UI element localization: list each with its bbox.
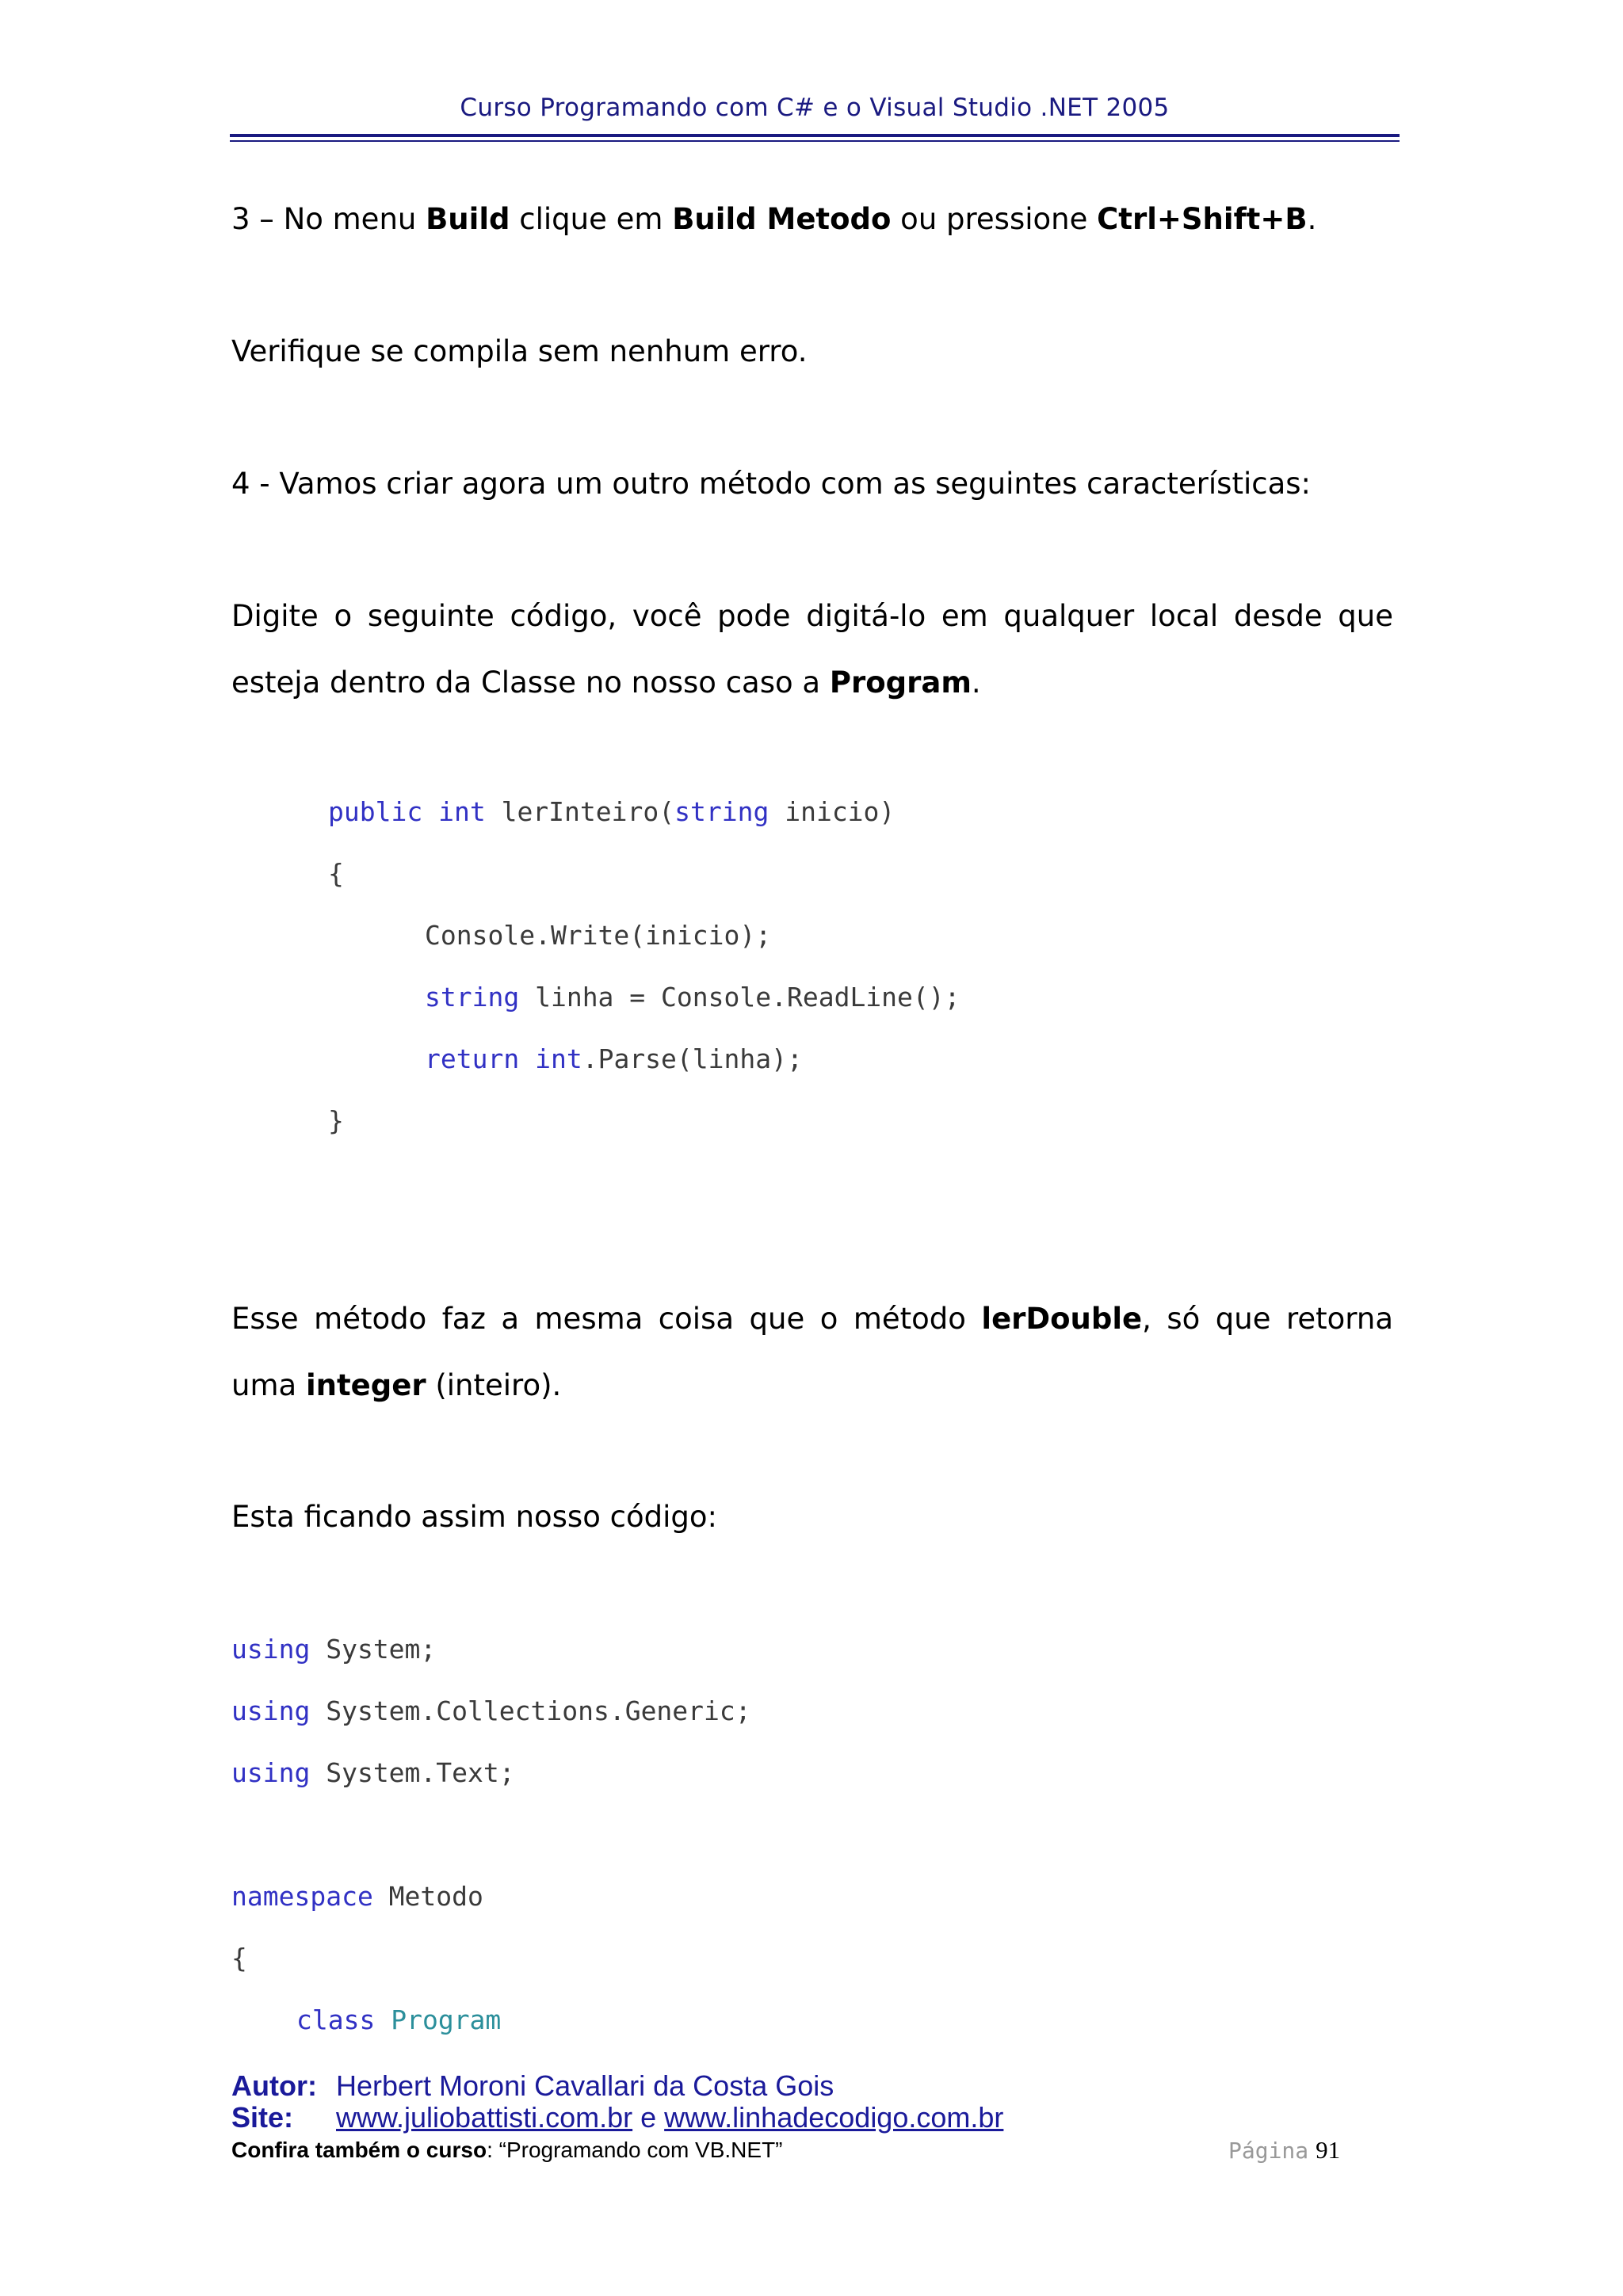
header-rule-thick <box>230 134 1400 137</box>
esse-paragraph <box>231 1286 1393 1419</box>
keyword: using <box>231 1757 311 1788</box>
code2-using-1 <box>231 1634 436 1665</box>
link-linhadecodigo[interactable]: www.linhadecodigo.com.br <box>664 2101 1004 2134</box>
code-text: System.Collections.Generic; <box>310 1695 751 1726</box>
code1-line-6: } <box>328 1105 344 1136</box>
code1-line-1 <box>328 796 895 827</box>
confira-course: : “Programando com VB.NET” <box>487 2138 783 2162</box>
link-juliobattisti[interactable]: www.juliobattisti.com.br <box>336 2101 633 2134</box>
esse-text: , só que retorna uma <box>231 1302 1393 1402</box>
type-name: Program <box>391 2004 502 2035</box>
menu-build: Build <box>426 202 510 236</box>
step-4-paragraph: 4 - Vamos criar agora um outro método com as seguintes características: <box>231 467 1311 501</box>
step-3-text: 3 – No menu <box>231 202 426 236</box>
keyword: string <box>425 982 520 1013</box>
code2-brace: { <box>231 1943 247 1974</box>
code-text: System; <box>310 1634 437 1665</box>
footer-site <box>231 2101 1003 2134</box>
esta-paragraph: Esta ficando assim nosso código: <box>231 1500 717 1534</box>
verify-paragraph: Verifique se compila sem nenhum erro. <box>231 334 808 368</box>
esse-text: (inteiro). <box>426 1368 562 1402</box>
keyword: using <box>231 1695 311 1726</box>
step-3-paragraph <box>231 186 1393 253</box>
digite-paragraph <box>231 583 1393 716</box>
page-header-title: Curso Programando com C# e o Visual Studio .NET 2005 <box>460 93 1170 122</box>
keyword: namespace <box>231 1881 373 1912</box>
code-text: System.Text; <box>310 1757 515 1788</box>
code-text: inicio) <box>769 796 896 827</box>
code1-line-3: Console.Write(inicio); <box>425 920 772 951</box>
footer-author <box>231 2069 834 2103</box>
menu-build-metodo: Build Metodo <box>672 202 892 236</box>
confira-label: Confira também o curso <box>231 2138 487 2162</box>
code1-line-2: { <box>328 858 344 889</box>
digite-text: . <box>971 666 981 700</box>
footer-confira <box>231 2138 783 2163</box>
step-3-text: clique em <box>510 202 673 236</box>
code2-using-3 <box>231 1757 515 1788</box>
class-program-bold: Program <box>829 666 972 700</box>
page-number <box>1228 2136 1340 2164</box>
code1-line-5 <box>425 1043 803 1074</box>
code-text: lerInteiro( <box>485 796 675 827</box>
keyword: class <box>296 2004 376 2035</box>
keyword: public <box>328 796 423 827</box>
page-number-value: 91 <box>1316 2136 1341 2164</box>
site-label: Site: <box>231 2101 294 2134</box>
keyword: string <box>674 796 769 827</box>
shortcut-ctrl-shift-b: Ctrl+Shift+B <box>1097 202 1308 236</box>
code-text: Metodo <box>372 1881 483 1912</box>
code1-line-4 <box>425 982 960 1013</box>
esse-text: Esse método faz a mesma coisa que o método <box>231 1302 982 1336</box>
keyword: int <box>438 796 486 827</box>
code2-using-2 <box>231 1695 751 1726</box>
keyword: int <box>535 1043 582 1074</box>
site-separator: e <box>632 2101 665 2134</box>
header-rule-thin <box>230 140 1400 142</box>
code2-class <box>296 2004 501 2035</box>
author-name: Herbert Moroni Cavallari da Costa Gois <box>336 2069 834 2102</box>
page-label: Página <box>1228 2138 1309 2164</box>
digite-text: Digite o seguinte código, você pode digitá-lo em qualquer local desde que esteja dentro da Classe no nosso caso a <box>231 599 1393 700</box>
method-lerdouble-bold: lerDouble <box>981 1302 1143 1336</box>
integer-bold: integer <box>305 1368 426 1402</box>
step-3-text: . <box>1307 202 1317 236</box>
step-3-text: ou pressione <box>891 202 1098 236</box>
code2-namespace <box>231 1881 483 1912</box>
code-text: .Parse(linha); <box>582 1043 803 1074</box>
author-label: Autor: <box>231 2069 317 2102</box>
code-text: linha = Console.ReadLine(); <box>519 982 960 1013</box>
keyword: return <box>425 1043 520 1074</box>
keyword: using <box>231 1634 311 1665</box>
